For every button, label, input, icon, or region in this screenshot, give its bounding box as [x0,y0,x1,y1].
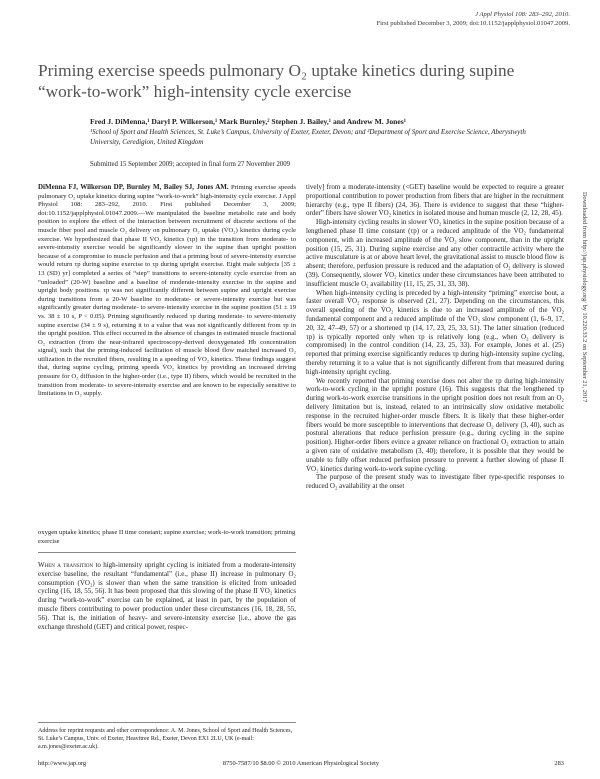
footnote-divider [38,722,296,723]
correspondence-address: Address for reprint requests and other correspondence: A. M. Jones, School of Sport and Health Sciences, St. Luke’s Campus, Univ. of Exeter, Heavitree Rd., Exeter, Devon EX1 2LU, UK (e-mail: a.m.jones@exeter.ac.uk). [38,728,293,750]
paragraph: When high-intensity cycling is preceded by a high-intensity “priming” exercise bout, a faster overall V̇O₂ response is observed (21, 27). Depending on the circumstances, this overall speeding of the V̇O₂ kinetics is due to an increased amplitude of the V̇O₂ fundamental component and a reduced amplitude of the V̇O₂ slow component (1, 6–9, 17, 20, 32, 47–49, 57) or a shortened τp (14, 17, 23, 25, 33, 51). The latter situation (reduced τp) is typically reported only when τp is relatively long (e.g., when O₂ delivery is compromised) in the control condition (14, 23, 25, 33). For example, Jones et al. (25) reported that priming exercise significantly reduces τp during high-intensity supine cycling, thereby returning it to a value that is not significantly different from that measured during high-intensity upright cycling. [306,288,564,376]
author-list: Fred J. DiMenna,¹ Daryl P. Wilkerson,¹ Mark Burnley,² Stephen J. Bailey,¹ and Andrew M. Jones¹ [90,117,407,126]
journal-url-link[interactable]: http://www.jap.org [38,760,87,767]
download-watermark: Downloaded from http://jap.physiology.org/ by 10.220.33.2 on September 21, 2017 [581,192,588,403]
paragraph: The purpose of the present study was to investigate fiber type-specific responses to reduced O₂ availability at the onset [306,473,564,491]
intro-body: to high-intensity upright cycling is initiated from a moderate-intensity exercise baseline, the resultant “fundamental” (i.e., phase II) increase in pulmonary O₂ consumption (V̇O₂) is slower than when the same transition is elicited from unloaded cycling (16, 18, 55, 56). It has been proposed that this slowing of the phase II V̇O₂ kinetics during “work-to-work” exercise can be explained, at least in part, by the population of muscle fibers contributing to power production under these circumstances (16, 18, 28, 55, 56). That is, the initiation of heavy- and severe-intensity exercise [i.e., above the gas exchange threshold (GET) and critical power, respec- [38,561,296,631]
running-header [240,10,570,28]
paragraph: tively] from a moderate-intensity (<GET) baseline would be expected to require a greater proportional contribution to power production from fibers that are higher in the recruitment hierarchy (e.g., type II fibers) (24, 36). There is evidence to suggest that these “higher-order” fibers have slower V̇O₂ kinetics in isolated mouse and human muscle (2, 12, 28, 45). [306,183,564,218]
right-column [306,183,564,491]
paragraph: High-intensity cycling results in slower V̇O₂ kinetics in the supine position because of a lengthened phase II time constant (τp) or a reduced amplitude of the V̇O₂ fundamental component, with an increased amplitude of the V̇O₂ slow component, than in the upright position (15, 25, 31). During supine exercise and any other contractile activity where the active musculature is at or above heart level, the gravitational assist to muscle blood flow is absent; therefore, perfusion pressure is reduced and the adaptation of O₂ delivery is slowed (39). Consequently, slower V̇O₂ kinetics under these circumstances have been attributed to insufficient muscle O₂ availability (11, 15, 25, 31, 33, 38). [306,218,564,288]
article-title: Priming exercise speeds pulmonary O₂ uptake kinetics during supine “work-to-work” high-intensity cycle exercise [38,61,515,101]
published-line: First published December 3, 2009; doi:10.1152/japplphysiol.01047.2009. [376,20,570,27]
introduction [38,561,296,631]
abstract-citation-lead: DiMenna FJ, Wilkerson DP, Burnley M, Bailey SJ, Jones AM. [38,183,229,191]
intro-lead: When a transition [38,561,94,569]
divider [38,552,296,553]
journal-line: J Appl Physiol 108: 283–292, 2010. [475,11,570,18]
page-number: 283 [554,760,564,767]
keywords: oxygen uptake kinetics; phase II time constant; supine exercise; work-to-work transition; priming exercise [38,529,296,545]
abstract-body: Priming exercise speeds pulmonary O₂ uptake kinetics during supine “work-to-work” high-intensity cycle exercise. J Appl Physiol 108: 283–292, 2010. First published December 3, 2009; doi:10.1152/japplphysiol.01047.2009.—We manipulated the baseline metabolic rate and body position to explore the effect of the interaction between recruitment of discrete sections of the muscle fiber pool and muscle O₂ delivery on pulmonary O₂ uptake (V̇O₂) kinetics during cycle exercise. We hypothesized that phase II V̇O₂ kinetics (τp) in the transition from moderate- to severe-intensity exercise would be significantly slower in the supine than upright position because of a compromise to muscle perfusion and that a priming bout of severe-intensity exercise would return τp during supine exercise to τp during upright exercise. Eight male subjects [35 ± 13 (SD) yr] completed a series of “step” transitions to severe-intensity cycle exercise from an “unloaded” (20-W) baseline and a baseline of moderate-intensity exercise in the supine and upright body positions. τp was not significantly different between supine and upright exercise during transitions from a 20-W baseline to moderate- or severe-intensity exercise but was significantly greater during moderate- to severe-intensity exercise in the supine position (51 ± 19 vs. 38 ± 10 s, P < 0.05). Priming significantly reduced τp during moderate- to severe-intensity supine exercise (34 ± 9 s), returning it to a value that was not significantly different from τp in the upright position. This effect occurred in the absence of changes in estimated muscle fractional O₂ extraction (from the near-infrared spectroscopy-derived deoxygenated Hb concentration signal), such that the priming-induced facilitation of muscle blood flow matched increased O₂ utilization in the recruited fibers, resulting in a speeding of V̇O₂ kinetics. These findings suggest that, during supine cycling, priming speeds V̇O₂ kinetics by providing an increased driving pressure for O₂ diffusion in the higher-order (i.e., type II) fibers, which would be recruited in the transition from moderate- to severe-intensity exercise and are known to be especially sensitive to limitations in O₂ supply. [38,184,296,398]
issn-copyright: 8750-7587/10 $8.00 © 2010 American Physiological Society [222,760,380,767]
affiliation: ¹School of Sport and Health Sciences, St. Luke’s Campus, University of Exeter, Exeter, Devon; and ²Department of Sport and Exercise Science, Aberystwyth University, Ceredigion, United Kingdom [90,128,526,146]
paragraph: We recently reported that priming exercise does not alter the τp during high-intensity work-to-work cycling in the upright posture (16). This suggests that the lengthened τp during work-to-work exercise transitions in the upright position does not result from an O₂ delivery limitation but is, instead, related to an intrinsically slow oxidative metabolic response in the recruited higher-order muscle fibers. It is likely that these higher-order fibers would be more susceptible to interventions that decrease O₂ delivery (3, 40), such as postural alterations that reduce perfusion pressure (e.g., during cycling in the supine position). Higher-order fibers evince a greater reliance on fractional O₂ extraction to attain a given rate of oxidative metabolism (3, 40); therefore, it is possible that they would be unable to fully offset reduced perfusion pressure to prevent a further slowing of phase II V̇O₂ kinetics during work-to-work supine cycling. [306,376,564,473]
abstract [38,183,296,399]
submission-dates: Submitted 15 September 2009; accepted in final form 27 November 2009 [90,161,291,168]
